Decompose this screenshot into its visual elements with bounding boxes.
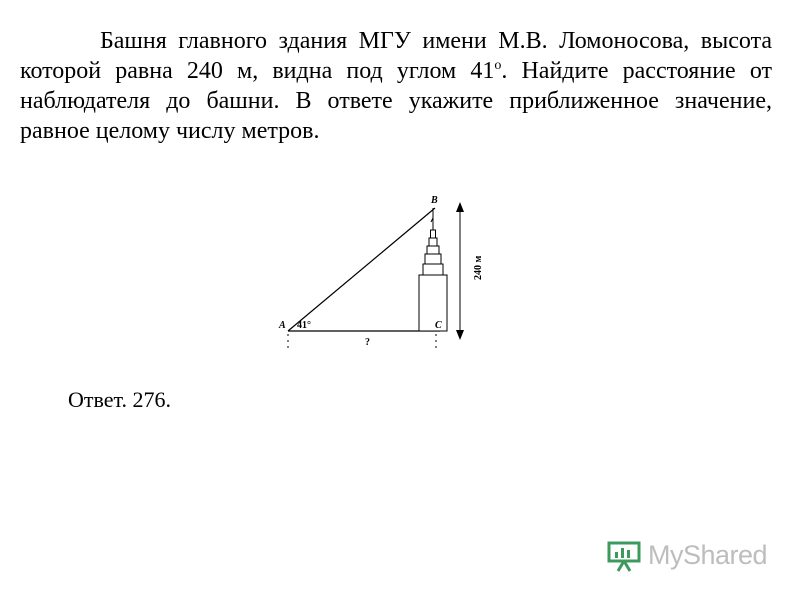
problem-text-part-2: . Найдите расстояние от наблюдателя до башни. В ответе укажите приближенное значение, равное целому числу метров.: [20, 58, 772, 144]
height-arrow-bottom-head: [456, 330, 464, 340]
point-label-c: C: [435, 320, 442, 331]
triangle-tower-figure: [270, 188, 500, 348]
problem-text: [20, 26, 772, 146]
line-of-sight: [288, 208, 435, 331]
unknown-distance-label: ?: [365, 337, 370, 348]
myshared-logo[interactable]: [606, 535, 767, 575]
problem-text-part-1: Башня главного здания МГУ имени М.В. Ломоносова, высота которой равна 240 м, видна под углом 41: [20, 28, 772, 84]
logo-text: MyShared: [648, 539, 768, 570]
answer-text: Ответ. 276.: [68, 387, 171, 412]
point-label-b: B: [431, 195, 438, 206]
height-label: 240 м: [473, 255, 484, 280]
tower-drawing: [419, 208, 447, 331]
degree-superscript: o: [494, 58, 502, 73]
angle-label: 41°: [297, 320, 311, 331]
presentation-board-icon: [606, 537, 642, 573]
point-label-a: A: [279, 320, 286, 331]
height-arrow-top-head: [456, 202, 464, 212]
